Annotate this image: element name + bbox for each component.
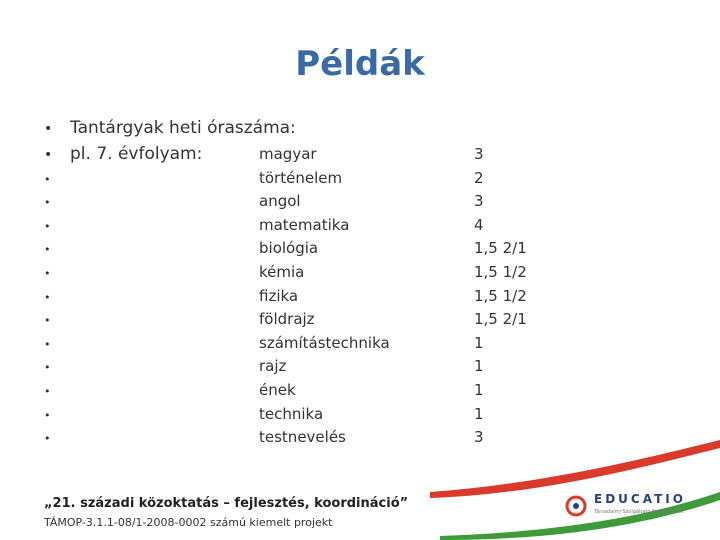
bullet: • [44,290,51,304]
bullet: • [44,219,51,233]
subject-name: biológia [259,239,319,258]
subject-name: rajz [259,357,287,376]
subject-name: magyar [259,145,317,163]
subject-name: kémia [259,263,305,281]
subject-name: technika [259,404,324,423]
subject-name: ének [259,381,296,399]
subject-hours: 1,5 1/2 [474,263,527,281]
intro-line-grade [44,144,202,164]
bullet: • [44,432,51,446]
subject-name: fizika [259,286,299,305]
subject-hours: 3 [474,428,484,447]
subject-hours: 1 [474,381,484,399]
bullet: • [44,121,53,137]
intro-text-weekly-hours: Tantárgyak heti óraszáma: [70,118,296,138]
subject-hours: 1,5 2/1 [474,310,527,329]
subject-hours: 1,5 2/1 [474,239,527,258]
subject-hours: 1 [474,357,484,376]
page-title: Példák [295,44,425,84]
subject-name: angol [259,192,301,211]
bullet: • [44,337,51,351]
bullet: • [44,385,51,398]
subject-hours: 1 [474,333,484,352]
bullet: • [44,267,51,280]
bullet: • [44,314,51,328]
subject-hours: 1,5 1/2 [474,286,527,305]
logo-subtitle: Társadalmi Szolgáltató Nonprofit Kft. [594,509,686,515]
subject-hours: 3 [474,145,484,163]
intro-text-grade: pl. 7. évfolyam: [70,144,203,164]
logo-name: EDUCATIO [594,492,686,506]
bullet: • [44,243,51,257]
bullet: • [44,172,51,186]
subject-name: történelem [259,168,343,187]
footer-project-id: TÁMOP-3.1.1-08/1-2008-0002 számú kiemelt projekt [44,516,333,529]
subject-hours: 4 [474,215,484,234]
subject-hours: 3 [474,192,484,211]
footer-quote: „21. századi közoktatás – fejlesztés, koordináció” [44,496,409,511]
subject-name: számítástechnika [259,333,390,352]
bullet: • [44,361,51,375]
bullet: • [44,196,51,210]
subject-name: földrajz [259,310,315,329]
subject-hours: 1 [474,404,484,423]
intro-line-weekly-hours [44,118,296,138]
subject-name: matematika [259,215,350,234]
subject-name: testnevelés [259,428,346,447]
bullet: • [44,147,53,163]
bullet: • [44,408,51,422]
subject-hours: 2 [474,168,484,187]
